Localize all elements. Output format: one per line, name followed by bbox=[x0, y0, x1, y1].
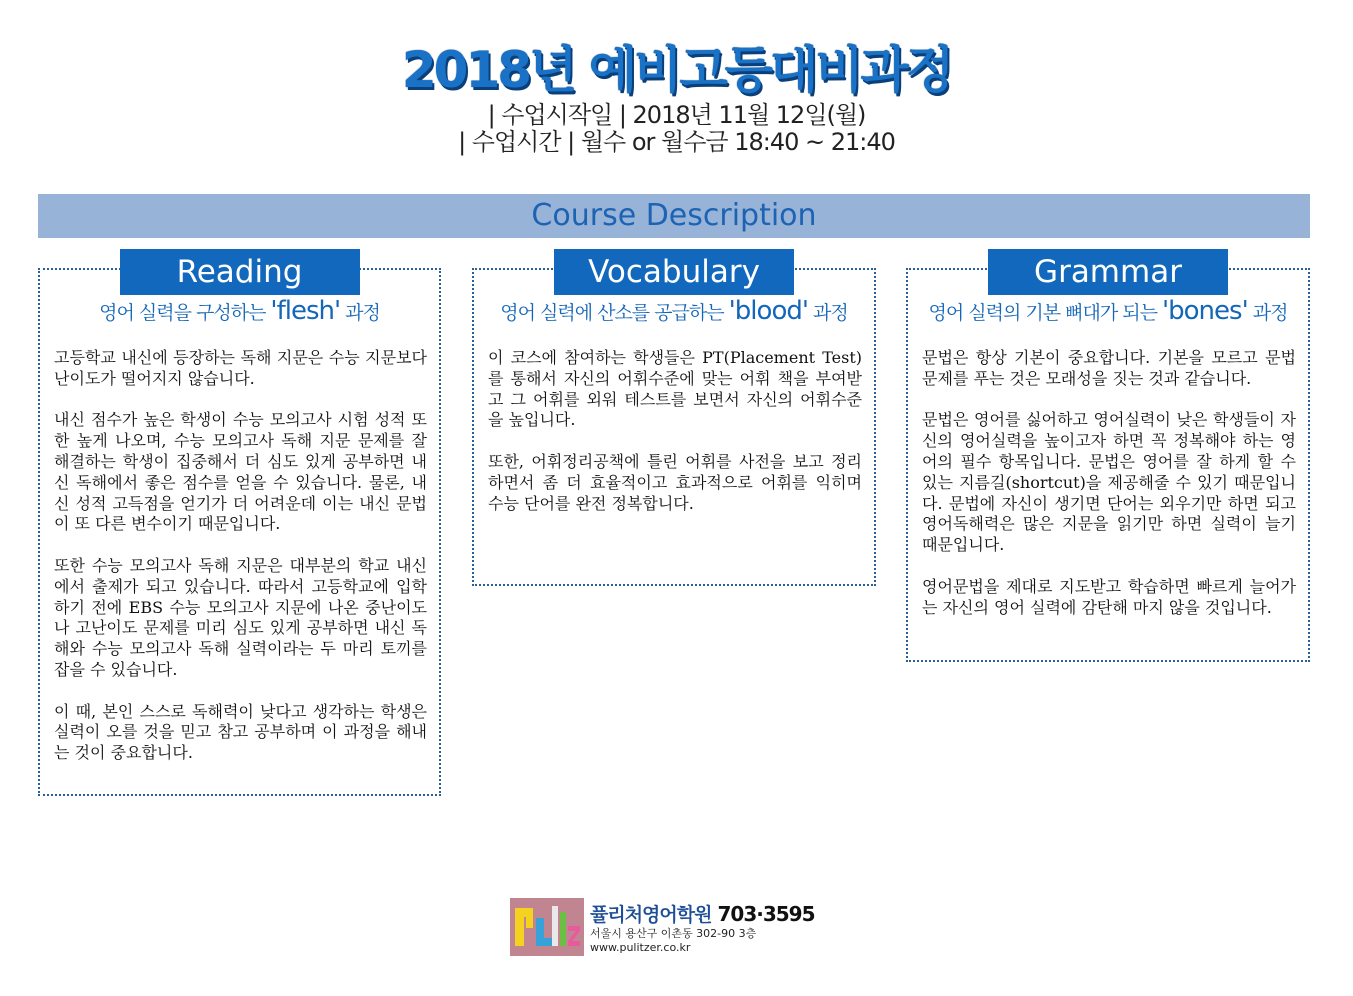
vocabulary-subtitle-suffix: 과정 bbox=[808, 302, 848, 324]
reading-subtitle-prefix: 영어 실력을 구성하는 bbox=[99, 302, 271, 324]
academy-footer bbox=[510, 898, 850, 958]
vocabulary-tab-label: Vocabulary bbox=[554, 249, 794, 295]
course-description-banner: Course Description bbox=[38, 194, 1310, 238]
class-time: | 수업시간 | 월수 or 월수금 18:40 ~ 21:40 bbox=[458, 128, 895, 156]
reading-body bbox=[54, 348, 427, 785]
academy-name-text: 퓰리처영어학원 bbox=[590, 904, 712, 926]
vocabulary-paragraph-1: 이 코스에 참여하는 학생들은 PT(Placement Test)를 통해서 자신의 어휘수준에 맞는 어휘 책을 부여받고 그 어휘를 외워 테스트를 보면서 자신의 어휘수준을 높입니다. bbox=[488, 348, 862, 430]
grammar-panel bbox=[906, 254, 1310, 662]
grammar-tab-label: Grammar bbox=[988, 249, 1228, 295]
reading-paragraph-2: 내신 점수가 높은 학생이 수능 모의고사 시험 성적 또한 높게 나오며, 수능 모의고사 독해 지문 문제를 잘 해결하는 학생이 집중해서 더 심도 있게 공부하면 내신 독해에서 좋은 점수를 얻을 수 있습니다. 물론, 내신 성적 고득점을 얻기가 더 어려운데 이는 내신 문법이 또 다른 변수이기 때문입니다. bbox=[54, 410, 427, 534]
grammar-paragraph-1: 문법은 항상 기본이 중요합니다. 기본을 모르고 문법문제를 푸는 것은 모래성을 짓는 것과 같습니다. bbox=[922, 348, 1296, 388]
reading-subtitle-suffix: 과정 bbox=[340, 302, 380, 324]
vocabulary-subtitle bbox=[474, 296, 874, 326]
grammar-subtitle-suffix: 과정 bbox=[1247, 302, 1288, 324]
vocabulary-paragraph-2: 또한, 어휘정리공책에 틀린 어휘를 사전을 보고 정리하면서 좀 더 효율적이고 효과적으로 어휘를 익히며 수능 단어를 완전 정복합니다. bbox=[488, 451, 862, 513]
reading-panel bbox=[38, 254, 441, 796]
academy-phone: 703·3595 bbox=[717, 902, 815, 926]
vocabulary-body bbox=[488, 348, 862, 535]
grammar-body bbox=[922, 348, 1296, 639]
academy-name bbox=[590, 900, 815, 927]
grammar-paragraph-2: 문법은 영어를 싫어하고 영어실력이 낮은 학생들이 자신의 영어실력을 높이고자 하면 꼭 정복해야 하는 영어의 필수 항목입니다. 문법은 영어를 잘 하게 할 수 있는 지름길(shortcut)을 제공해줄 수 있기 때문입니다. 문법에 자신이 생기면 단어는 외우기만 하면 되고 영어독해력은 많은 지문을 읽기만 하면 실력이 늘기 때문입니다. bbox=[922, 410, 1296, 555]
academy-address: 서울시 용산구 이촌동 302-90 3층 bbox=[590, 927, 757, 940]
grammar-subtitle bbox=[908, 296, 1308, 326]
vocabulary-panel bbox=[472, 254, 876, 586]
reading-tab-label: Reading bbox=[120, 249, 360, 295]
vocabulary-subtitle-keyword: 'blood' bbox=[728, 296, 808, 326]
reading-paragraph-3: 또한 수능 모의고사 독해 지문은 대부분의 학교 내신에서 출제가 되고 있습니다. 따라서 고등학교에 입학하기 전에 EBS 수능 모의고사 지문에 나온 중난이도나 고난이도 문제를 미리 심도 있게 공부하면 내신 독해와 수능 모의고사 독해 실력이라는 두 마리 토끼를 잡을 수 있습니다. bbox=[54, 555, 427, 679]
academy-website[interactable]: www.pulitzer.co.kr bbox=[590, 941, 691, 954]
pulitzer-logo-icon bbox=[510, 898, 584, 956]
grammar-subtitle-prefix: 영어 실력의 기본 뼈대가 되는 bbox=[928, 302, 1162, 324]
grammar-paragraph-3: 영어문법을 제대로 지도받고 학습하면 빠르게 늘어가는 자신의 영어 실력에 감탄해 마지 않을 것입니다. bbox=[922, 576, 1296, 617]
reading-subtitle bbox=[40, 296, 439, 326]
reading-paragraph-1: 고등학교 내신에 등장하는 독해 지문은 수능 지문보다 난이도가 떨어지지 않습니다. bbox=[54, 348, 427, 388]
class-start-date: | 수업시작일 | 2018년 11월 12일(월) bbox=[487, 101, 866, 129]
reading-paragraph-4: 이 때, 본인 스스로 독해력이 낮다고 생각하는 학생은 실력이 오를 것을 믿고 참고 공부하며 이 과정을 해내는 것이 중요합니다. bbox=[54, 701, 427, 763]
reading-subtitle-keyword: 'flesh' bbox=[270, 296, 341, 326]
vocabulary-subtitle-prefix: 영어 실력에 산소를 공급하는 bbox=[500, 302, 729, 324]
grammar-subtitle-keyword: 'bones' bbox=[1161, 296, 1248, 326]
page-title: 2018년 예비고등대비과정 bbox=[401, 41, 952, 99]
